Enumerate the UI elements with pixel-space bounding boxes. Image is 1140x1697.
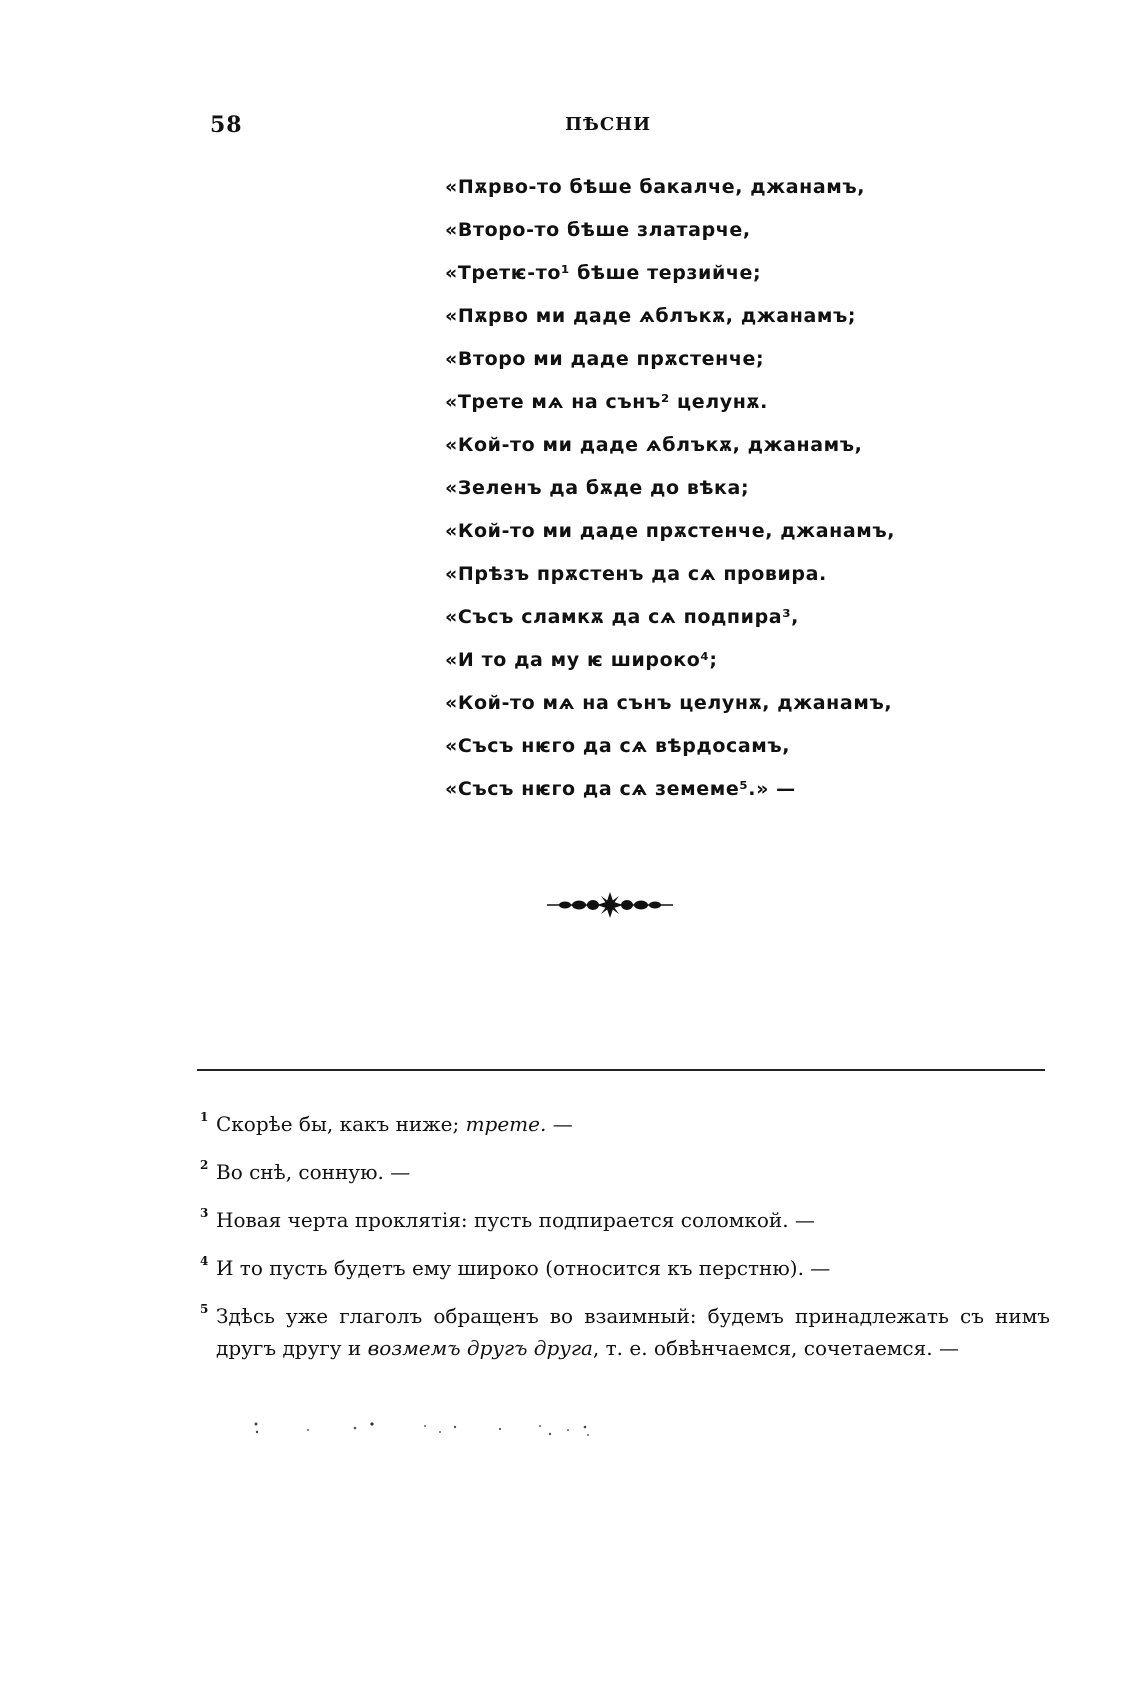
footnote-text: Скорѣе бы, какъ ниже; трете. — xyxy=(216,1112,573,1136)
song-verse xyxy=(445,166,1005,811)
footnote-3 xyxy=(200,1204,1050,1236)
footnote-mark: 1 xyxy=(200,1110,209,1124)
verse-line: «Второ-то бѣше златарче, xyxy=(445,219,751,241)
verse-line: «Съсъ сламкѫ да сѧ подпира³, xyxy=(445,606,799,628)
footnote-mark: 5 xyxy=(200,1302,209,1316)
footnote-text: Новая черта проклятія: пусть подпирается соломкой. — xyxy=(216,1208,815,1232)
footnote-mark: 3 xyxy=(200,1206,209,1220)
verse-line: «Пѫрво ми даде ѧблъкѫ, джанамъ; xyxy=(445,305,857,327)
verse-line: «Трете мѧ на сънъ² целунѫ. xyxy=(445,391,768,413)
footnote-1 xyxy=(200,1108,1050,1140)
verse-line: «Кой-то мѧ на сънъ целунѫ, джанамъ, xyxy=(445,692,893,714)
verse-line: «Зеленъ да бѫде до вѣка; xyxy=(445,477,750,499)
ornament-icon xyxy=(545,890,675,920)
page-number: 58 xyxy=(210,112,243,138)
footnote-5 xyxy=(200,1300,1050,1364)
verse-line: «Съсъ нѥго да сѧ земеме⁵.» — xyxy=(445,778,796,800)
verse-line: «Кой-то ми даде прѫстенче, джанамъ, xyxy=(445,520,896,542)
verse-line: «Кой-то ми даде ѧблъкѫ, джанамъ, xyxy=(445,434,863,456)
footnote-mark: 4 xyxy=(200,1254,209,1268)
footnote-mark: 2 xyxy=(200,1158,209,1172)
verse-line: «И то да му ѥ широко⁴; xyxy=(445,649,718,671)
footnote-rule xyxy=(197,1069,1045,1071)
verse-line: «Третѥ-то¹ бѣше терзийче; xyxy=(445,262,762,284)
footnotes xyxy=(200,1108,1050,1380)
footnote-text: Здѣсь уже глаголъ обращенъ во взаимный: будемъ принадлежать съ нимъ другъ другу и возмемъ другъ друга, т. е. обвѣнчаемся, сочетаемся. — xyxy=(216,1304,1050,1360)
footnote-4 xyxy=(200,1252,1050,1284)
footnote-text: И то пусть будетъ ему широко (относится къ перстню). — xyxy=(216,1256,831,1280)
verse-line: «Съсъ нѥго да сѧ вѣрдосамъ, xyxy=(445,735,791,757)
print-specks xyxy=(250,1418,650,1442)
verse-line: «Пѫрво-то бѣше бакалче, джанамъ, xyxy=(445,176,866,198)
footnote-text: Во снѣ, сонную. — xyxy=(216,1160,411,1184)
verse-line: «Второ ми даде прѫстенче; xyxy=(445,348,765,370)
running-head: ПѢСНИ xyxy=(565,114,652,135)
footnote-2 xyxy=(200,1156,1050,1188)
verse-line: «Прѣзъ прѫстенъ да сѧ провира. xyxy=(445,563,827,585)
